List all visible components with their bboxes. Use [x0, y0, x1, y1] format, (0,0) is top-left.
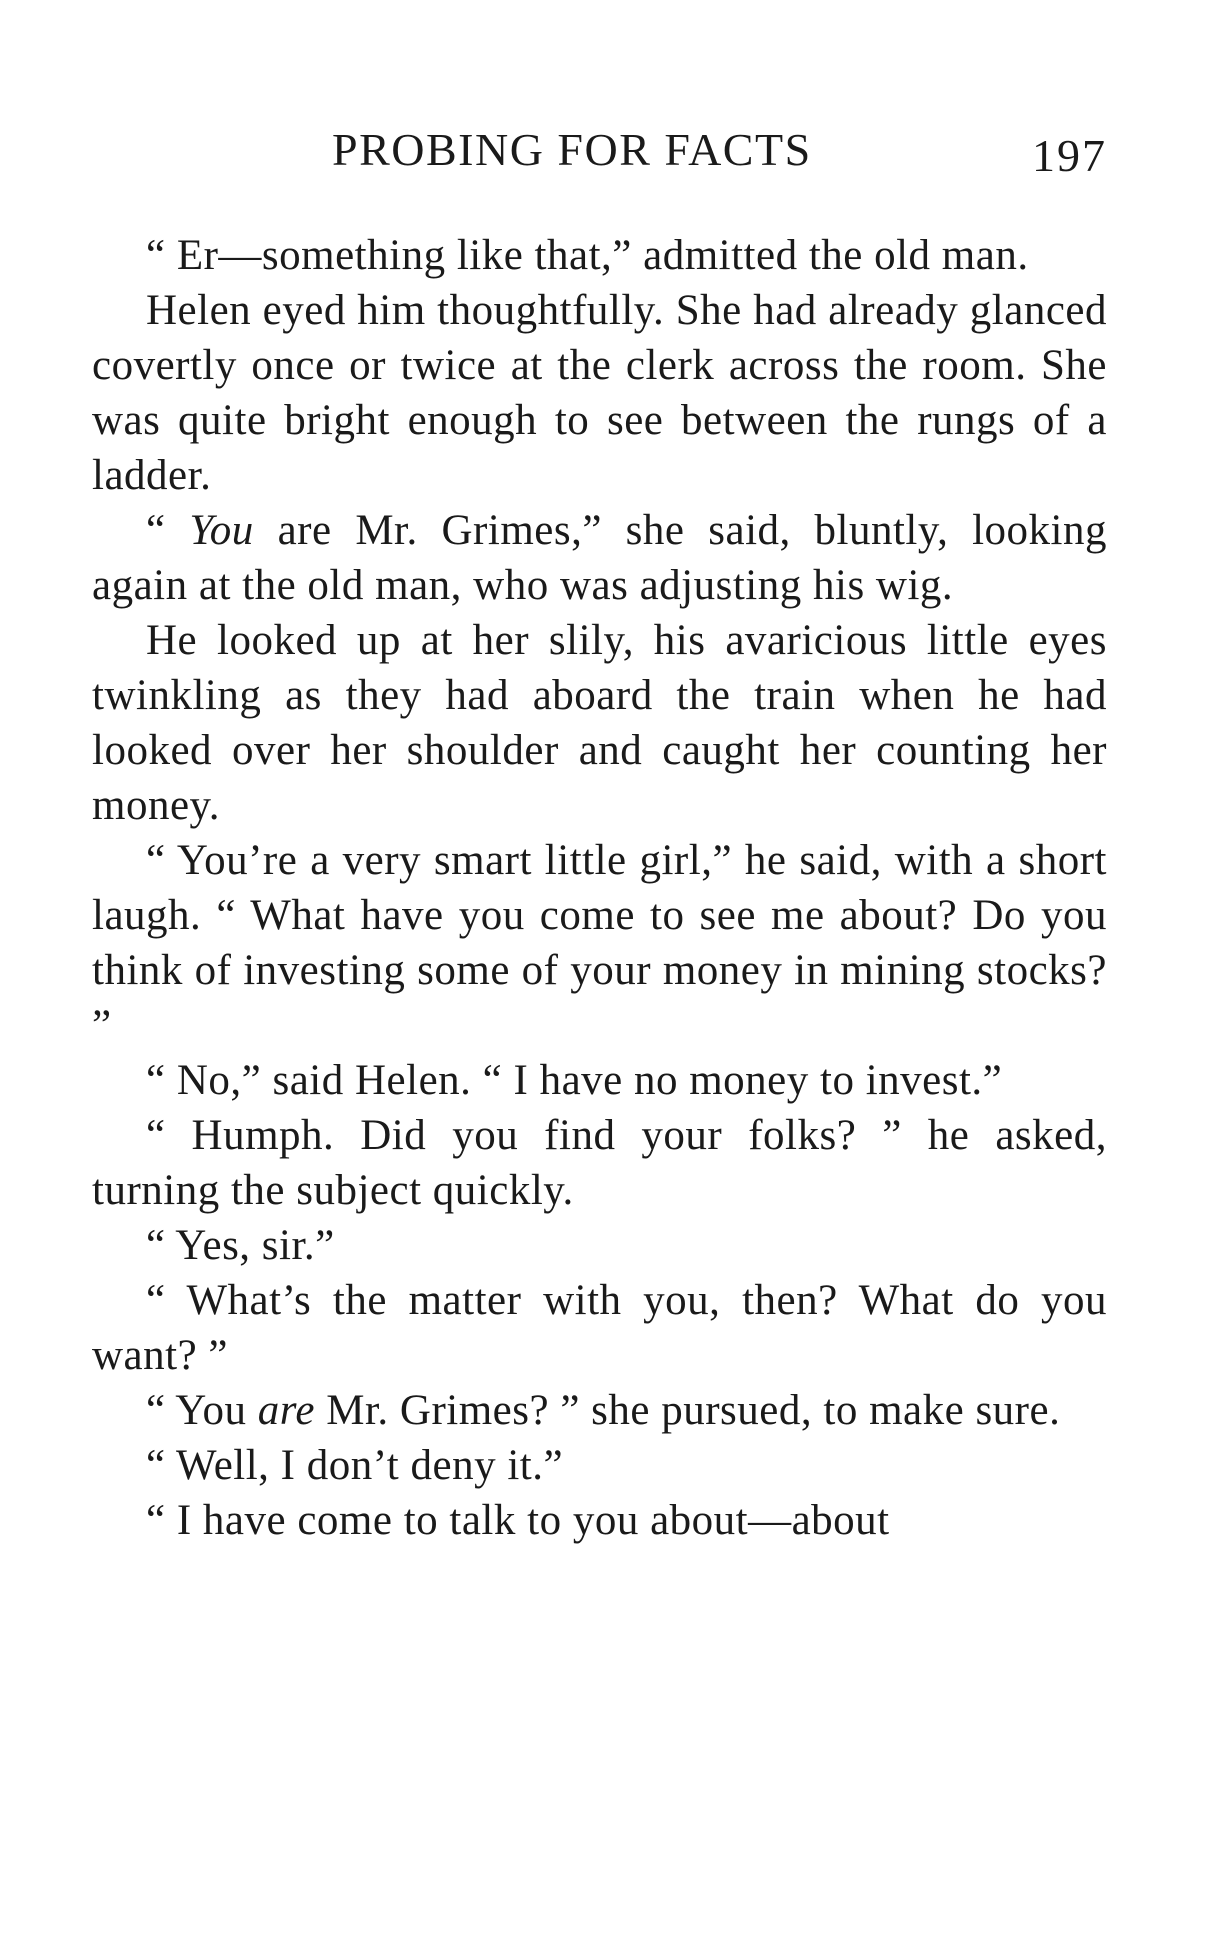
paragraph: “ Well, I don’t deny it.”	[146, 1442, 564, 1489]
paragraph-text: “ You	[146, 1387, 258, 1434]
running-title: PROBING FOR FACTS	[332, 124, 812, 175]
emphasis-text: are	[257, 1387, 315, 1434]
page-number: 197	[1032, 130, 1107, 181]
paragraph-text: Mr. Grimes? ” she pursued, to make sure.	[314, 1387, 1061, 1434]
running-head	[92, 120, 1107, 180]
paragraph: “ Er—something like that,” admitted the old man.	[146, 232, 1029, 279]
paragraph: “ What’s the matter with you, then? What do you want? ”	[92, 1277, 1107, 1379]
paragraph-text: are Mr. Grimes,” she said, bluntly, looking again at the old man, who was adjusting his wig.	[92, 507, 1107, 609]
paragraph: He looked up at her slily, his avaricious little eyes twinkling as they had aboard the train when he had looked over her shoulder and caught her counting her money.	[92, 617, 1107, 829]
paragraph	[92, 503, 1107, 613]
paragraph: “ I have come to talk to you about—about	[146, 1497, 890, 1544]
paragraph-text: “	[146, 507, 190, 554]
paragraph: “ Yes, sir.”	[146, 1222, 335, 1269]
paragraph: “ No,” said Helen. “ I have no money to invest.”	[146, 1057, 1003, 1104]
body-text	[92, 228, 1107, 1548]
paragraph	[92, 1383, 1107, 1438]
paragraph: Helen eyed him thoughtfully. She had already glanced covertly once or twice at the clerk across the room. She was quite bright enough to see between the rungs of a ladder.	[92, 287, 1107, 499]
paragraph: “ You’re a very smart little girl,” he said, with a short laugh. “ What have you come to see me about? Do you think of investing some of your money in mining stocks? ”	[92, 837, 1107, 1049]
emphasis-text: You	[189, 507, 254, 554]
paragraph: “ Humph. Did you find your folks? ” he asked, turning the subject quickly.	[92, 1112, 1107, 1214]
